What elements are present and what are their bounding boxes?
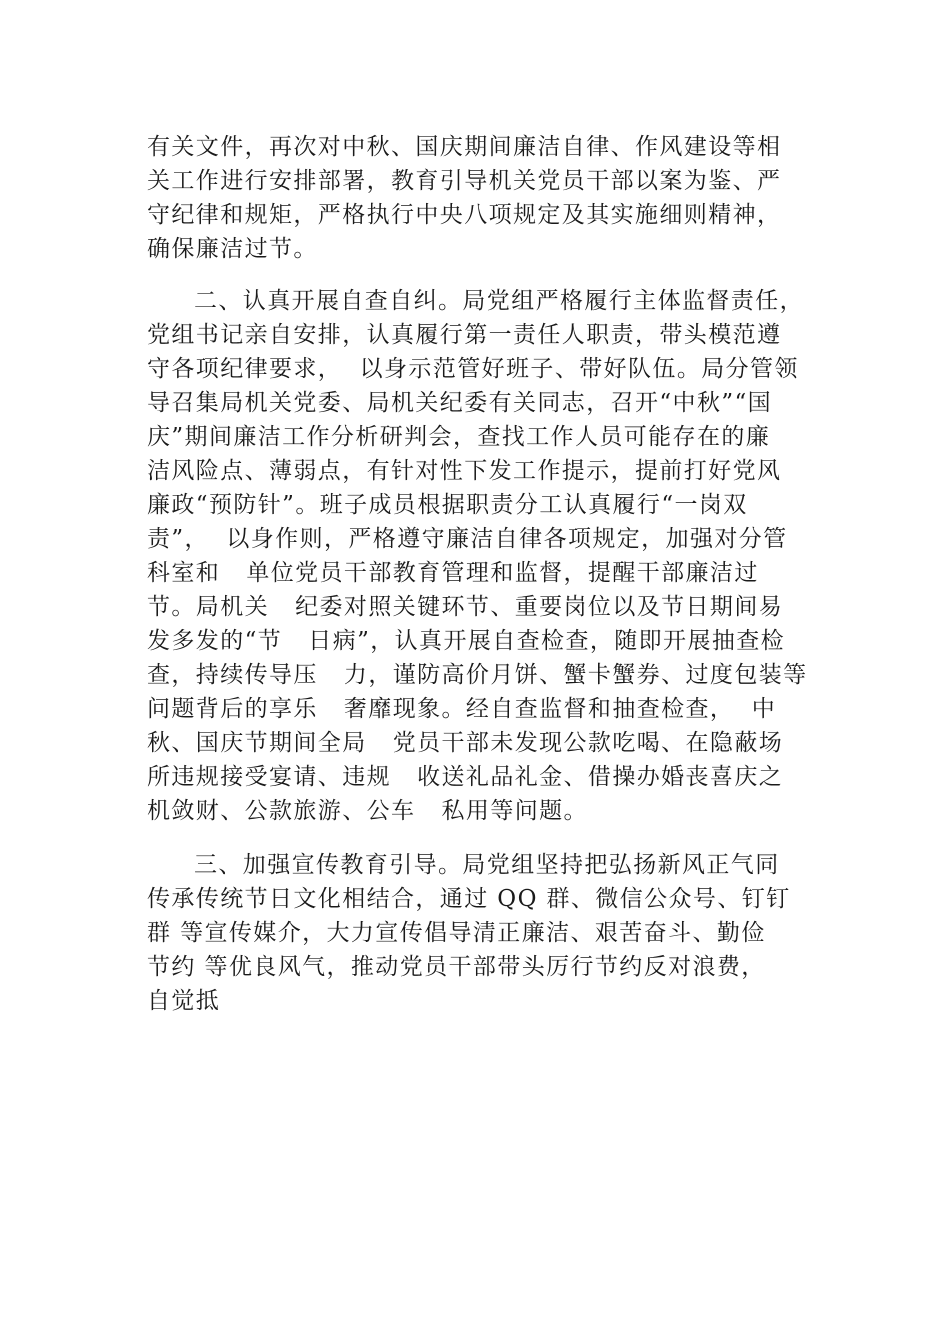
text-line: 节。局机关 纪委对照关键环节、重要岗位以及节日期间易 — [147, 594, 784, 620]
text-line: 三、加强宣传教育引导。局党组坚持把弘扬新风正气同 — [194, 852, 780, 878]
text-line: 守各项纪律要求， 以身示范管好班子、带好队伍。局分管领 — [147, 356, 799, 382]
text-line: 庆”期间廉洁工作分析研判会，查找工作人员可能存在的廉 — [147, 424, 771, 450]
text-line: 守纪律和规矩，严格执行中央八项规定及其实施细则精神， — [147, 202, 782, 228]
text-line: 党组书记亲自安排，认真履行第一责任人职责，带头模范遵 — [147, 322, 782, 348]
text-line: 导召集局机关党委、局机关纪委有关同志，召开“中秋”“国 — [147, 390, 773, 416]
text-line: 机敛财、公款旅游、公车 私用等问题。 — [147, 798, 588, 824]
text-line: 确保廉洁过节。 — [147, 236, 318, 262]
text-line: 有关文件，再次对中秋、国庆期间廉洁自律、作风建设等相 — [147, 134, 782, 160]
text-line: 发多发的“节 日病”，认真开展自查检查，随即开展抽查检 — [147, 628, 786, 654]
text-line: 关工作进行安排部署，教育引导机关党员干部以案为鉴、严 — [147, 168, 782, 194]
text-line: 查，持续传导压 力，谨防高价月饼、蟹卡蟹券、过度包装等 — [147, 662, 808, 688]
text-line: 所违规接受宴请、违规 收送礼品礼金、借操办婚丧喜庆之 — [147, 764, 784, 790]
text-line: 群 等宣传媒介，大力宣传倡导清正廉洁、艰苦奋斗、勤俭 — [147, 920, 766, 946]
text-line: 二、认真开展自查自纠。局党组严格履行主体监督责任， — [194, 288, 804, 314]
text-line: 节约 等优良风气，推动党员干部带头厉行节约反对浪费， — [147, 954, 766, 980]
text-line: 传承传统节日文化相结合，通过 QQ 群、微信公众号、钉钉 — [147, 886, 791, 912]
text-line: 责”， 以身作则，严格遵守廉洁自律各项规定，加强对分管 — [147, 526, 788, 552]
text-line: 秋、国庆节期间全局 党员干部未发现公款吃喝、在隐蔽场 — [147, 730, 784, 756]
text-line: 廉政“预防针”。班子成员根据职责分工认真履行“一岗双 — [147, 492, 748, 518]
text-line: 问题背后的享乐 奢靡现象。经自查监督和抽查检查， 中 — [147, 696, 777, 722]
text-line: 洁风险点、薄弱点，有针对性下发工作提示，提前打好党风 — [147, 458, 782, 484]
text-line: 科室和 单位党员干部教育管理和监督，提醒干部廉洁过 — [147, 560, 759, 586]
text-line: 自觉抵 — [147, 988, 221, 1014]
